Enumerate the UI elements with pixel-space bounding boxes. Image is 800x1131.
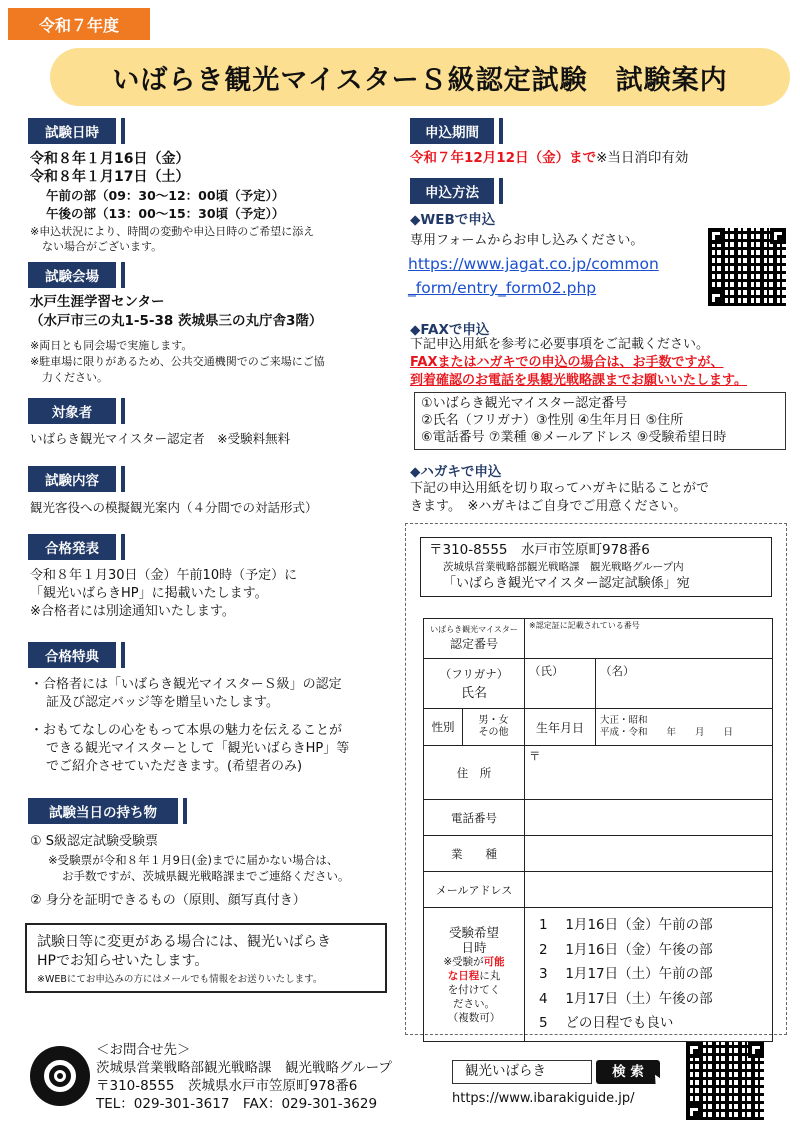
bring-item1: ① S級認定試験受験票 bbox=[30, 834, 159, 849]
furigana-label: （フリガナ） bbox=[439, 667, 509, 681]
application-form bbox=[423, 618, 773, 1042]
wish-option-4[interactable]: 4 1月17日（土）午後の部 bbox=[539, 990, 713, 1007]
date-header: 試験日時 bbox=[28, 118, 121, 144]
exam-am: 午前の部（09：30～12：00頃（予定）） bbox=[46, 188, 285, 203]
phone-field[interactable] bbox=[525, 800, 773, 836]
cert-number-label bbox=[424, 619, 525, 659]
method-header: 申込方法 bbox=[410, 178, 499, 204]
sex-row-label bbox=[424, 709, 525, 746]
wish-note3: を付けてく bbox=[447, 983, 501, 996]
web-text: 専用フォームからお申し込みください。 bbox=[410, 233, 644, 248]
era-line2: 平成・令和 年 月 日 bbox=[600, 727, 734, 738]
given-name-label: （名） bbox=[600, 664, 635, 678]
search-term-box[interactable]: 観光いばらき bbox=[452, 1060, 592, 1084]
contact-tel-fax: TEL：029-301-3617 FAX：029-301-3629 bbox=[96, 1096, 378, 1112]
wish-note-red2: な日程 bbox=[447, 969, 480, 982]
venue-note2: ※駐車場に限りがあるため、公共交通機関でのご来場にご協 bbox=[30, 355, 325, 368]
notice-line1: 試験日等に変更がある場合には、観光いばらき bbox=[37, 934, 331, 950]
venue-header: 試験会場 bbox=[28, 262, 121, 288]
phone-label: 電話番号 bbox=[424, 800, 525, 836]
wish-option-2[interactable]: 2 1月16日（金）午後の部 bbox=[539, 941, 713, 958]
surname-field[interactable] bbox=[525, 659, 596, 709]
ibaraki-logo bbox=[30, 1046, 90, 1106]
venue-note1: ※両日とも同会場で実施します。 bbox=[30, 339, 193, 352]
postcard-dept: 茨城県営業戦略部観光戦略課 観光戦略グループ内 bbox=[443, 561, 684, 573]
sex-options-line2: その他 bbox=[478, 727, 509, 738]
fax-text: 下記申込用紙を参考に必要事項をご記載ください。 bbox=[410, 337, 710, 352]
required-items3: ⑥電話番号 ⑦業種 ⑧メールアドレス ⑨受験希望日時 bbox=[421, 430, 727, 445]
wish-option-3[interactable]: 3 1月17日（土）午前の部 bbox=[539, 966, 713, 983]
venue-address: （水戸市三の丸1-5-38 茨城県三の丸庁舎3階） bbox=[30, 313, 323, 329]
venue-note3: 力ください。 bbox=[42, 371, 108, 384]
period-postmark: ※当日消印有効 bbox=[596, 150, 689, 166]
fax-alert2: 到着確認のお電話を県観光戦略課までお願いいたします。 bbox=[410, 373, 747, 388]
exam-day2: 令和８年１月17日（土） bbox=[30, 169, 190, 185]
result-line3: ※合格者には別途通知いたします。 bbox=[30, 604, 235, 619]
bring-item1-note1: ※受験票が令和８年１月9日(金)までに届かない場合は、 bbox=[48, 853, 339, 867]
web-title: ◆WEBで申込 bbox=[410, 212, 496, 228]
postcard-to: 「いばらき観光マイスター認定試験係」宛 bbox=[443, 576, 690, 591]
cert-label: 認定番号 bbox=[449, 637, 498, 651]
wish-label-line1: 受験希望 bbox=[448, 924, 499, 940]
birth-field[interactable] bbox=[596, 709, 773, 746]
wish-note4: ださい。 bbox=[453, 997, 495, 1010]
entry-form-link-line1[interactable]: https://www.jagat.co.jp/common bbox=[408, 255, 659, 273]
required-items2: ②氏名（フリガナ）③性別 ④生年月日 ⑤住所 bbox=[421, 413, 684, 428]
benefit2-line1: ・おもてなしの心をもって本県の魅力を伝えることが bbox=[30, 723, 343, 738]
surname-label: （氏） bbox=[529, 664, 564, 678]
benefit-header: 合格特典 bbox=[28, 642, 121, 668]
wish-option-5[interactable]: 5 どの日程でも良い bbox=[539, 1015, 674, 1032]
benefit2-line2: できる観光マイスターとして「観光いばらきHP」等 bbox=[46, 741, 350, 756]
wish-options bbox=[525, 908, 773, 1042]
fax-title: ◆FAXで申込 bbox=[410, 322, 490, 338]
email-field[interactable] bbox=[525, 872, 773, 908]
content-header: 試験内容 bbox=[28, 466, 121, 492]
result-line1: 令和８年１月30日（金）午前10時（予定）に bbox=[30, 568, 298, 583]
exam-pm: 午後の部（13：00～15：30頃（予定）） bbox=[46, 206, 285, 221]
bring-header: 試験当日の持ち物 bbox=[28, 798, 183, 824]
name-label bbox=[424, 659, 525, 709]
wish-note-red1: 可能 bbox=[483, 955, 505, 968]
postcard-address-box bbox=[420, 537, 772, 597]
required-items-box bbox=[414, 392, 786, 450]
birth-label: 生年月日 bbox=[525, 709, 596, 746]
period-deadline: 令和７年12月12日（金）まで bbox=[410, 150, 597, 166]
cert-number-field[interactable] bbox=[525, 619, 773, 659]
email-label: メールアドレス bbox=[424, 872, 525, 908]
site-url[interactable]: https://www.ibarakiguide.jp/ bbox=[452, 1091, 635, 1106]
era-line1: 大正・昭和 bbox=[600, 715, 648, 726]
entry-form-link-line2[interactable]: _form/entry_form02.php bbox=[408, 279, 597, 297]
given-name-field[interactable] bbox=[596, 659, 773, 709]
bring-item1-note2: お手数ですが、茨城県観光戦略課までご連絡ください。 bbox=[62, 869, 350, 883]
target-header: 対象者 bbox=[28, 398, 121, 424]
date-note-cont: ない場合がございます。 bbox=[42, 240, 163, 253]
sex-options[interactable] bbox=[463, 715, 524, 739]
wish-note5: （複数可） bbox=[447, 1011, 501, 1024]
sex-options-line1: 男・女 bbox=[478, 715, 509, 726]
exam-day1: 令和８年１月16日（金） bbox=[30, 151, 190, 167]
wish-note1: ※受験が bbox=[443, 955, 484, 968]
result-header: 合格発表 bbox=[28, 534, 121, 560]
benefit2-line3: でご紹介させていただきます。(希望者のみ) bbox=[46, 759, 303, 774]
address-field[interactable] bbox=[525, 746, 773, 800]
notice-box bbox=[25, 923, 387, 993]
industry-field[interactable] bbox=[525, 836, 773, 872]
period-text bbox=[410, 150, 688, 167]
bring-item2: ② 身分を証明できるもの（原則、顔写真付き） bbox=[30, 893, 306, 908]
sex-label: 性別 bbox=[424, 709, 463, 745]
cert-small-label: いばらき観光マイスター bbox=[430, 625, 518, 634]
site-qr-code[interactable] bbox=[686, 1042, 764, 1120]
name-label-text: 氏名 bbox=[460, 686, 487, 701]
contact-address: 〒310-8555 茨城県水戸市笠原町978番6 bbox=[96, 1078, 358, 1094]
benefit1-line2: 証及び認定バッジ等を贈呈いたします。 bbox=[46, 695, 279, 710]
postcard-text2: きます。 ※ハガキはご自身でご用意ください。 bbox=[410, 499, 687, 514]
venue-name: 水戸生涯学習センター bbox=[30, 294, 165, 310]
wish-note2: に丸 bbox=[479, 969, 501, 982]
industry-label: 業 種 bbox=[424, 836, 525, 872]
postcard-zip-address: 〒310-8555 水戸市笠原町978番6 bbox=[429, 542, 650, 558]
content-text: 観光客役への模擬観光案内（４分間での対話形式） bbox=[30, 500, 318, 515]
zip-mark: 〒 bbox=[529, 749, 541, 763]
address-label: 住 所 bbox=[424, 746, 525, 800]
postcard-title: ◆ハガキで申込 bbox=[410, 464, 502, 480]
result-line2: 「観光いばらきHP」に掲載いたします。 bbox=[30, 586, 268, 601]
contact-title: ＜お問合せ先＞ bbox=[96, 1042, 191, 1058]
entry-form-qr-code[interactable] bbox=[708, 228, 786, 306]
cert-note: ※認定証に記載されている番号 bbox=[529, 621, 640, 630]
page-title: いばらき観光マイスターＳ級認定試験 試験案内 bbox=[50, 48, 790, 106]
wish-option-1[interactable]: 1 1月16日（金）午前の部 bbox=[539, 917, 713, 934]
wish-label-line2: 日時 bbox=[461, 939, 487, 955]
notice-line2: HPでお知らせいたします。 bbox=[37, 953, 209, 969]
notice-line3: ※WEBにてお申込みの方にはメールでも情報をお送りいたします。 bbox=[37, 974, 323, 985]
target-text: いばらき観光マイスター認定者 ※受験料無料 bbox=[30, 431, 291, 446]
period-header: 申込期間 bbox=[410, 118, 499, 144]
date-note: ※申込状況により、時間の変動や申込日時のご希望に添え bbox=[30, 225, 315, 238]
required-items1: ①いばらき観光マイスター認定番号 bbox=[421, 396, 628, 411]
benefit1-line1: ・合格者には「いばらき観光マイスターＳ級」の認定 bbox=[30, 677, 342, 692]
wish-label bbox=[424, 908, 525, 1042]
contact-dept: 茨城県営業戦略部観光戦略課 観光戦略グループ bbox=[96, 1060, 392, 1076]
fax-alert1: FAXまたはハガキでの申込の場合は、お手数ですが、 bbox=[410, 355, 724, 370]
year-tag: 令和７年度 bbox=[8, 8, 150, 40]
postcard-text1: 下記の申込用紙を切り取ってハガキに貼ることがで bbox=[410, 481, 710, 496]
search-button[interactable]: 検 索 bbox=[596, 1060, 660, 1084]
